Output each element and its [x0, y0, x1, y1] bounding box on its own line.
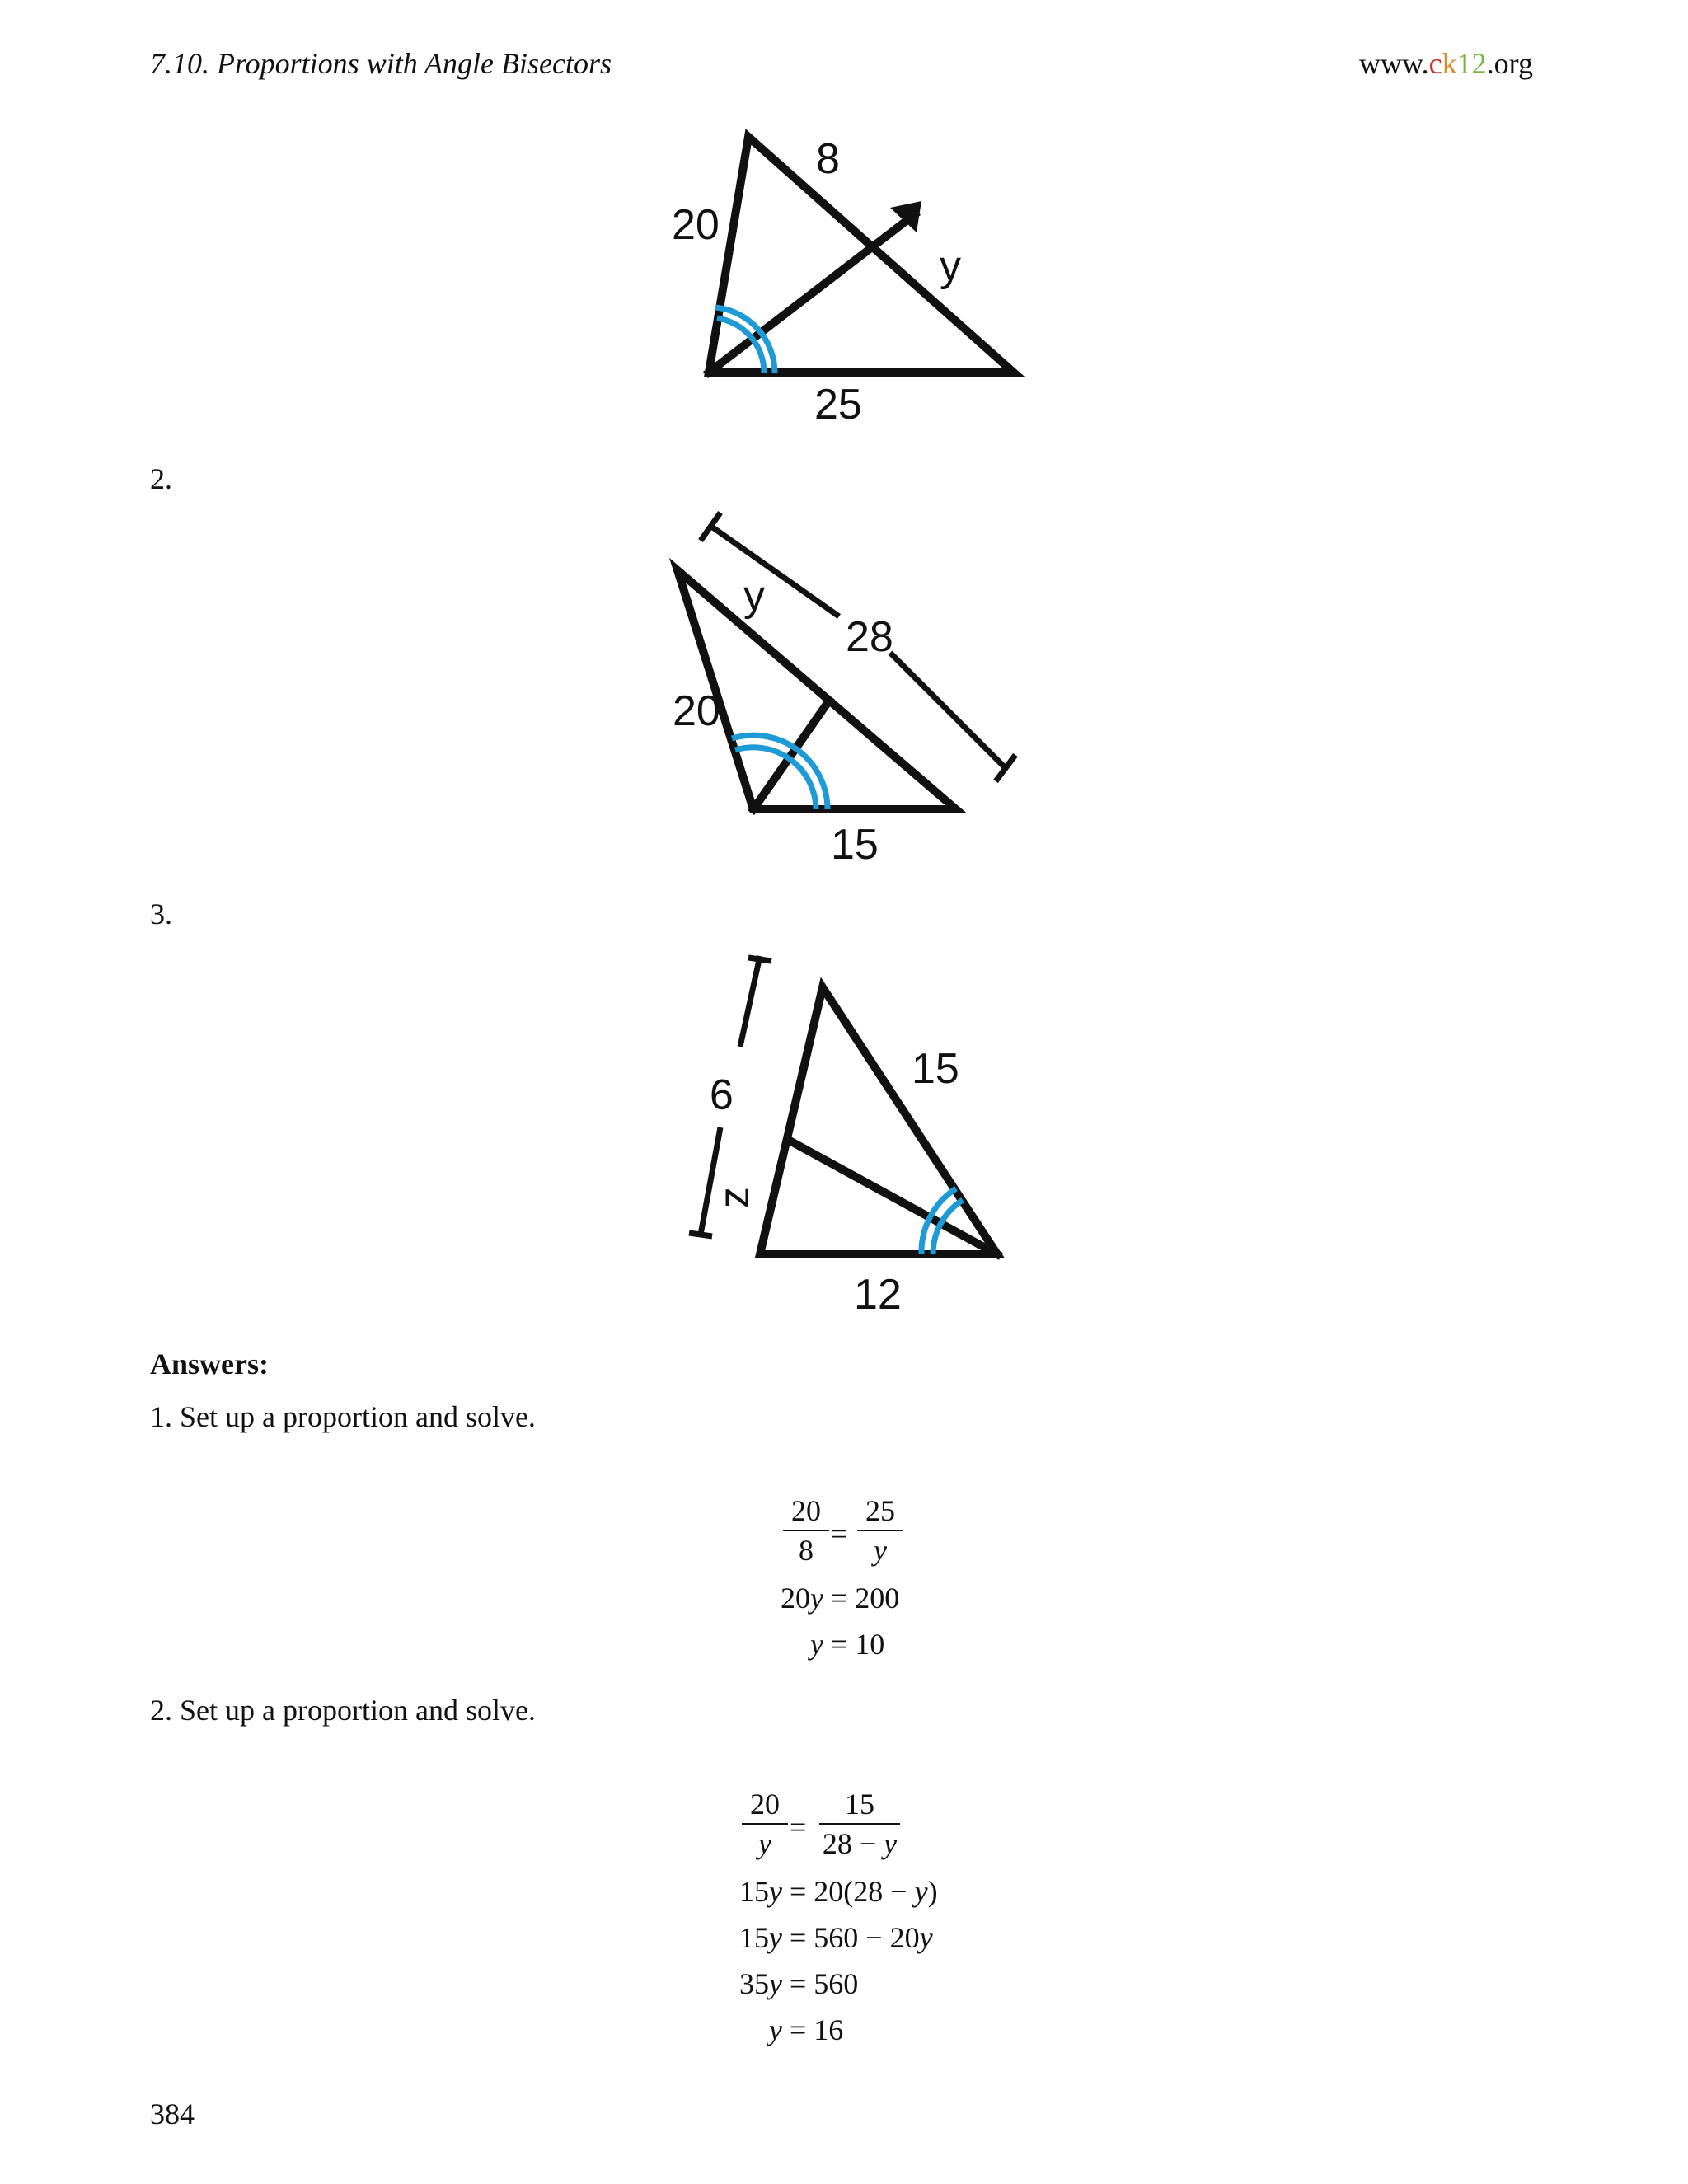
equation-line: 15y = 560 − 20y [739, 1921, 933, 1954]
answers-heading: Answers: [150, 1347, 269, 1380]
fraction: 15 28 − y [819, 1787, 900, 1861]
label-8: 8 [816, 135, 840, 183]
item-3-number: 3. [150, 898, 172, 930]
label-9: 9 [710, 1070, 734, 1118]
label-12: 12 [854, 1271, 902, 1319]
label-y: y [940, 242, 961, 290]
site-suffix: .org [1486, 47, 1533, 80]
site-url[interactable] [1359, 46, 1533, 81]
equation-line: y = 10 [810, 1628, 885, 1661]
figure-3 [659, 940, 1039, 1335]
bisector-1 [709, 214, 915, 373]
equation-line: y = 16 [769, 2013, 844, 2046]
figure-1 [643, 115, 1039, 445]
equals-sign: = [831, 1517, 848, 1550]
item-2-number: 2. [150, 462, 172, 495]
section-title: 7.10. Proportions with Angle Bisectors [150, 47, 612, 80]
label-25: 25 [814, 381, 862, 429]
label-z: z [710, 1187, 758, 1208]
fraction: 20 8 [783, 1493, 829, 1568]
bisector-2 [753, 701, 829, 809]
answer-1-text: 1. Set up a proportion and solve. [150, 1400, 536, 1433]
label-20: 20 [673, 687, 720, 735]
site-k: k [1442, 47, 1457, 80]
figure-2 [643, 503, 1039, 882]
equals-sign: = [790, 1811, 807, 1844]
bisector-3 [790, 1141, 997, 1254]
equation-line: 15y = 20(28 − y) [739, 1875, 938, 1908]
page-number: 384 [150, 2097, 195, 2130]
site-12: 12 [1456, 47, 1487, 80]
label-15: 15 [831, 821, 879, 869]
triangle-3 [760, 987, 997, 1254]
site-prefix: www. [1359, 47, 1429, 80]
label-y: y [743, 572, 765, 620]
site-c: c [1428, 47, 1442, 80]
label-28: 28 [846, 613, 893, 661]
fraction: 25 y [857, 1493, 903, 1568]
equation-line: 35y = 560 [739, 1967, 859, 2000]
answer-2-text: 2. Set up a proportion and solve. [150, 1694, 536, 1727]
label-15: 15 [912, 1045, 959, 1093]
label-20: 20 [672, 201, 720, 249]
equation-line: 20y = 200 [781, 1582, 900, 1615]
fraction: 20 y [742, 1787, 788, 1861]
